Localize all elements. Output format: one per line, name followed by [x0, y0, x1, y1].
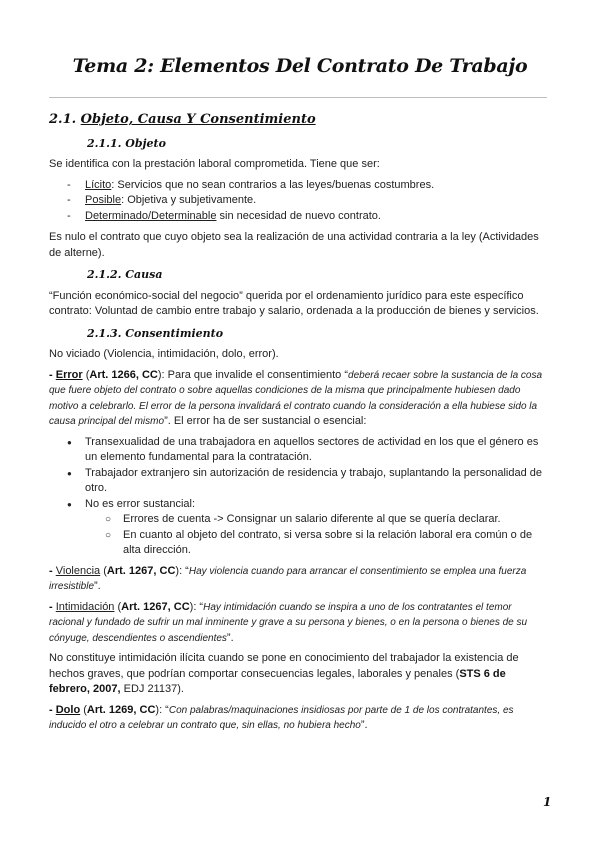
- section-heading: [49, 112, 547, 128]
- page-title: Tema 2: Elementos Del Contrato De Trabajo: [72, 55, 528, 77]
- no-error-sublist: [85, 512, 547, 559]
- causa-text: “Función económico-social del negocio” querida por el ordenamiento jurídico para este específico contrato: Voluntad de cambio entre trabajo y salario, ordenada a la producción de bienes y servicios.: [49, 289, 539, 317]
- error-paragraph: - Error (Art. 1266, CC): Para que invalide el consentimiento “deberá recaer sobre la sustancia de la cosa que fuere objeto del contrato o sobre aquellas condiciones de la misma que principalmente hubiesen dado motivo a celebrarlo. El error de la persona invalidará el contrato cuando la consideración a ella hubiese sido la causa principal del mismo”. El error ha de ser sustancial o esencial:: [49, 368, 543, 427]
- title-divider: [49, 97, 547, 98]
- page-number: 1: [543, 795, 552, 809]
- list-item: - Determinado/Determinable sin necesidad de nuevo contrato.: [49, 209, 547, 225]
- objeto-intro: Se identifica con la prestación laboral comprometida. Tiene que ser:: [49, 158, 380, 170]
- list-item: ● Trabajador extranjero sin autorización de residencia y trabajo, suplantando la personalidad de otro.: [49, 466, 547, 497]
- violencia-paragraph: - Violencia (Art. 1267, CC): “Hay violencia cuando para arrancar el consentimiento se emplea una fuerza irresistible”.: [49, 564, 527, 592]
- intimidacion-paragraph: - Intimidación (Art. 1267, CC): “Hay intimidación cuando se inspira a uno de los contratantes el temor racional y fundado de sufrir un mal inminente y grave a su persona y bienes, o en la persona o bienes de su cónyuge, descendientes o ascendientes”.: [49, 600, 528, 644]
- subsection-heading-objeto: 2.1.1. Objeto: [87, 136, 166, 150]
- error-examples-list: [49, 435, 547, 559]
- document-body: [49, 108, 547, 739]
- section-number: 2.1.: [49, 112, 81, 127]
- intimidacion-note: No constituye intimidación ilícita cuando se pone en conocimiento del trabajador la existencia de hechos graves, que podrían comportar consecuencias legales, laborales y penales (STS 6 de febrero, 2007, EDJ 21137).: [49, 652, 519, 695]
- objeto-note: Es nulo el contrato que cuyo objeto sea la realización de una actividad contraria a la ley (Actividades de alterne).: [49, 231, 539, 259]
- consentimiento-intro: No viciado (Violencia, intimidación, dolo, error).: [49, 348, 279, 360]
- list-item: ○ Errores de cuenta -> Consignar un salario diferente al que se quería declarar.: [85, 512, 547, 528]
- list-item: ○ En cuanto al objeto del contrato, si versa sobre si la relación laboral era común o de alta dirección.: [85, 528, 547, 559]
- list-item: ● No es error sustancial: ○ Errores de cuenta -> Consignar un salario diferente al que se quería declarar. ○ En cuanto al objeto del contrato, si versa sobre si la relación laboral era común o de alta dirección.: [49, 497, 547, 559]
- list-item: - Lícito: Servicios que no sean contrarios a las leyes/buenas costumbres.: [49, 178, 547, 194]
- dolo-paragraph: - Dolo (Art. 1269, CC): “Con palabras/maquinaciones insidiosas por parte de 1 de los contratantes, es inducido el otro a celebrar un contrato que, sin ellas, no hubiera hecho”.: [49, 703, 514, 731]
- section-title: Objeto, Causa Y Consentimiento: [80, 112, 316, 127]
- list-item: ● Transexualidad de una trabajadora en aquellos sectores de actividad en los que el género es un elemento fundamental para la contratación.: [49, 435, 547, 466]
- objeto-requirements-list: [49, 178, 547, 225]
- subsection-heading-consentimiento: 2.1.3. Consentimiento: [87, 326, 224, 340]
- list-item: - Posible: Objetiva y subjetivamente.: [49, 193, 547, 209]
- subsection-heading-causa: 2.1.2. Causa: [87, 268, 163, 281]
